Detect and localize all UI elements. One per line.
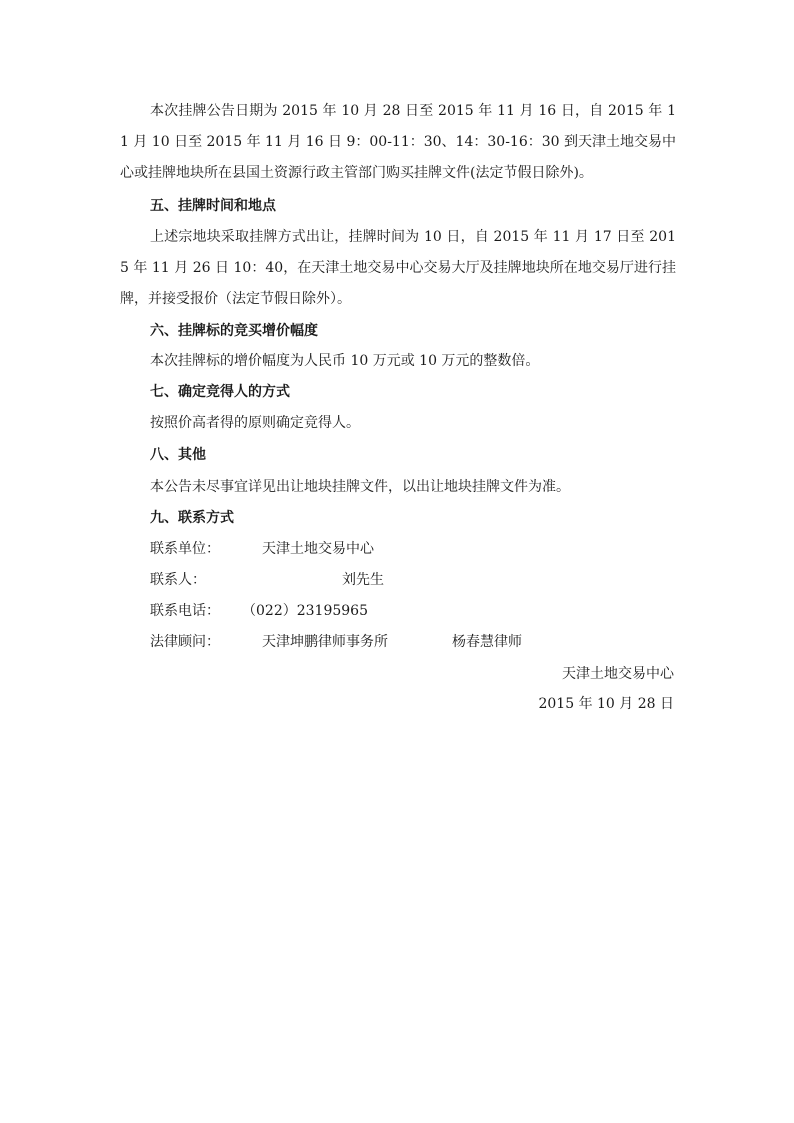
section-5-heading: 五、挂牌时间和地点 <box>150 198 276 214</box>
legal-counsel-firm: 天津坤鹏律师事务所 <box>262 634 388 650</box>
contact-unit-label: 联系单位： <box>150 541 220 557</box>
contact-phone-value: （022）23195965 <box>242 603 368 619</box>
contact-person-value: 刘先生 <box>342 572 384 588</box>
legal-counsel-person: 杨春慧律师 <box>452 634 522 650</box>
section-6-body: 本次挂牌标的增价幅度为人民币 10 万元或 10 万元的整数倍。 <box>150 353 540 369</box>
contact-person-label: 联系人： <box>150 572 206 588</box>
section-8-heading: 八、其他 <box>150 447 206 463</box>
section-8-body: 本公告未尽事宜详见出让地块挂牌文件，以出让地块挂牌文件为准。 <box>150 479 570 495</box>
section-7-body: 按照价高者得的原则确定竞得人。 <box>150 415 360 431</box>
legal-counsel-label: 法律顾问： <box>150 634 220 650</box>
section-5-body: 上述宗地块采取挂牌方式出让，挂牌时间为 10 日，自 2015 年 11 月 17 日至 2015 年 11 月 26 日 10：40，在天津土地交易中心交易大厅及挂牌地块所在地交易厅进行挂牌，并接受报价（法定节假日除外）。 <box>120 229 676 307</box>
signature-date: 2015 年 10 月 28 日 <box>538 696 674 712</box>
section-6-heading: 六、挂牌标的竞买增价幅度 <box>150 323 318 339</box>
signature-organization: 天津土地交易中心 <box>562 666 674 682</box>
contact-unit-value: 天津土地交易中心 <box>262 541 374 557</box>
paragraph-announcement-period: 本次挂牌公告日期为 2015 年 10 月 28 日至 2015 年 11 月 16 日，自 2015 年 11 月 10 日至 2015 年 11 月 16 日 9：00-11：30、14：30-16：30 到天津土地交易中心或挂牌地块所在县国土资源行政主管部门购买挂牌文件(法定节假日除外)。 <box>120 103 676 181</box>
section-9-heading: 九、联系方式 <box>150 510 234 526</box>
section-7-heading: 七、确定竞得人的方式 <box>150 384 290 400</box>
contact-phone-label: 联系电话： <box>150 603 220 619</box>
